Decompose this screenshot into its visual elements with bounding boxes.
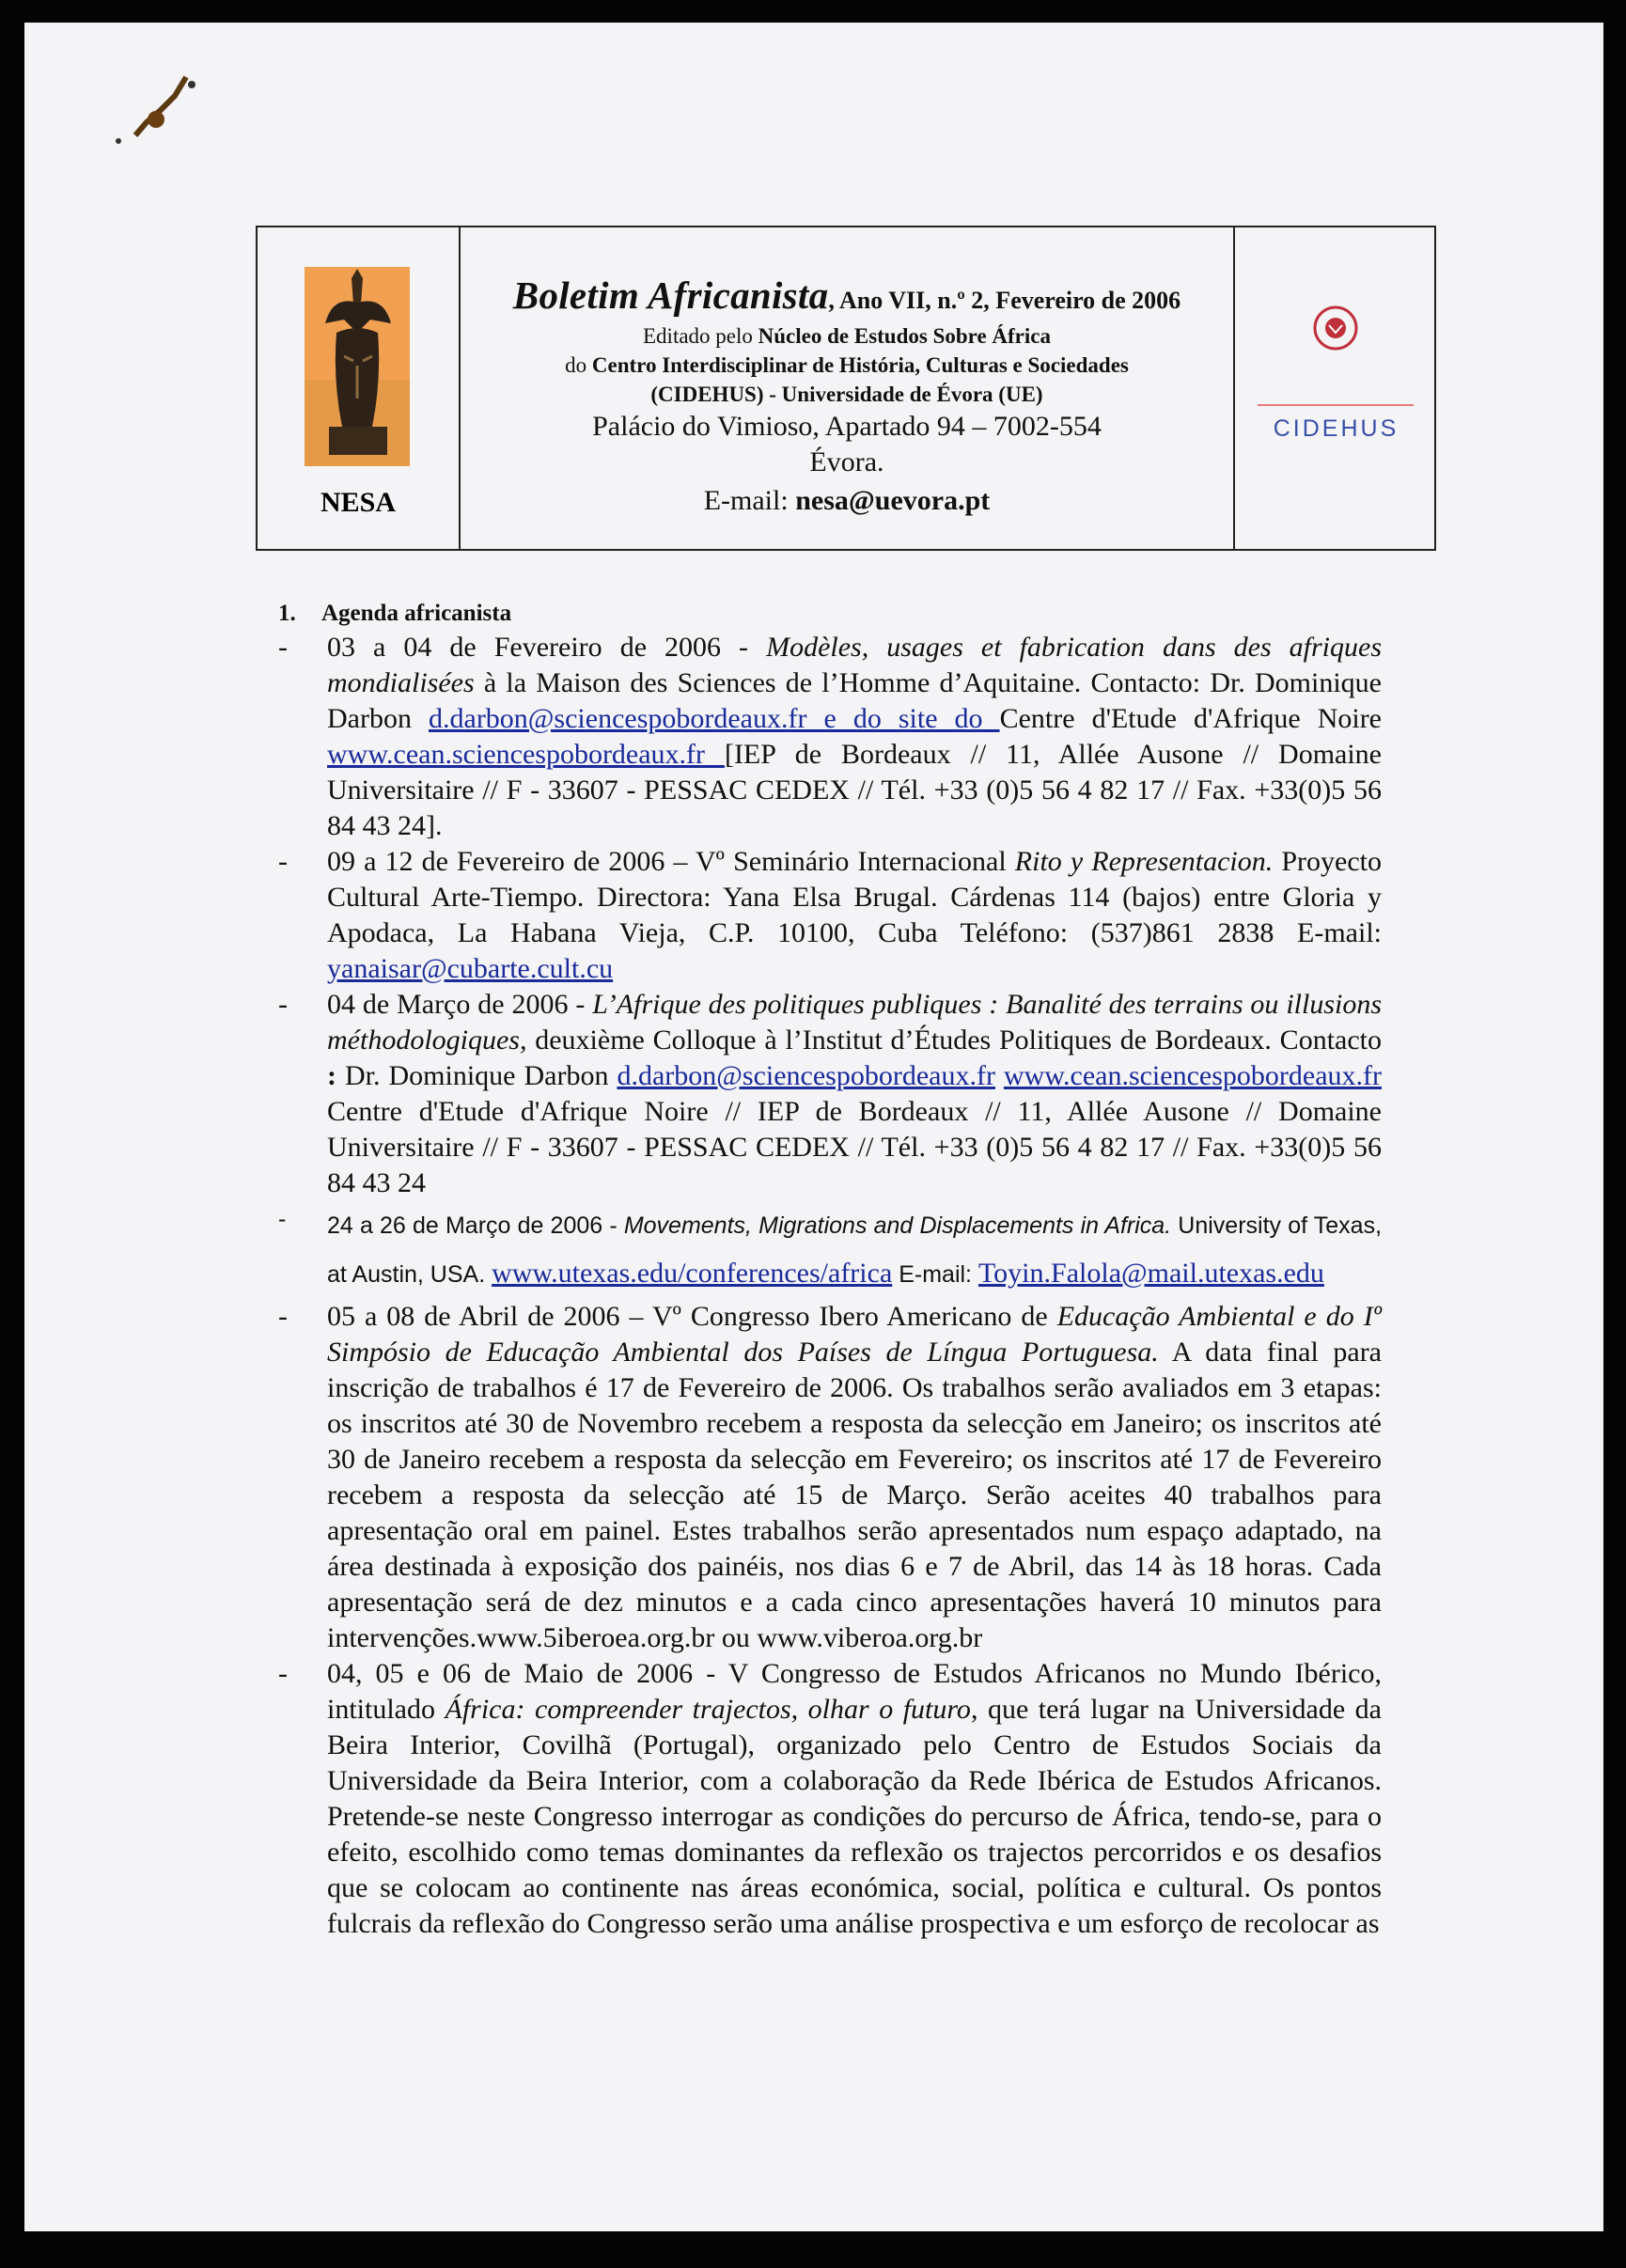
nesa-label: NESA — [320, 487, 397, 518]
agenda-item-2 — [263, 844, 1382, 987]
item-text — [995, 1060, 1004, 1091]
item-date: 03 a 04 de Fevereiro de 2006 - — [327, 632, 767, 663]
bulletin-title — [461, 274, 1233, 321]
website-link[interactable]: www.utexas.edu/conferences/africa — [492, 1258, 893, 1289]
nesa-logo-cell — [258, 227, 461, 549]
agenda-item-4 — [263, 1201, 1382, 1299]
centre-name: Centro Interdisciplinar de História, Culturas e Sociedades — [591, 353, 1129, 377]
item-text: Proyecto Cultural Arte-Tiempo. Directora: Yana Elsa Brugal. Cárdenas 114 (bajos) entre Gloria y Apodaca, La Habana Vieja, C.P. 10100, Cuba Teléfono: (537)861 2838 E-mail: — [327, 846, 1383, 948]
masthead-text — [461, 227, 1233, 549]
item-event-title: Rito y Representacion. — [1014, 846, 1274, 877]
african-mask-icon — [305, 267, 410, 466]
item-date: 05 a 08 de Abril de 2006 – Vº Congresso Ibero Americano de — [327, 1301, 1057, 1332]
address-line-1: Palácio do Vimioso, Apartado 94 – 7002-554 — [592, 411, 1102, 442]
email-line — [461, 480, 1233, 522]
item-date: 04, 05 e 06 de Maio de 2006 - V Congresso de Estudos Africanos no Mundo Ibérico, intitulado — [327, 1658, 1382, 1725]
centre-line — [461, 351, 1233, 380]
item-text: : — [327, 1060, 336, 1091]
email-address: nesa@uevora.pt — [795, 485, 991, 516]
email-link[interactable]: d.darbon@sciencespobordeaux.fr — [429, 703, 807, 734]
item-text: University of Texas, at Austin, USA. — [327, 1212, 1383, 1288]
centre-prefix: do — [565, 353, 592, 377]
cidehus-label: CIDEHUS — [1273, 415, 1399, 442]
email-prefix: E-mail: — [703, 485, 796, 516]
university-seal-icon — [1312, 305, 1359, 352]
bulletin-issue: , Ano VII, n.º 2, Fevereiro de 2006 — [828, 287, 1181, 314]
item-event-title: Modèles, usages et fabrication dans des afriques mondialisées — [327, 632, 1382, 698]
editor-prefix: Editado pelo — [643, 324, 758, 348]
item-text: E-mail: — [892, 1261, 978, 1288]
document-page — [24, 23, 1603, 2231]
editor-line — [461, 321, 1233, 351]
item-dash: - — [278, 1301, 288, 1332]
item-text: [IEP de Bordeaux // 11, Allée Ausone // Domaine Universitaire // F - 33607 - PESSAC CEDEX // Tél. +33 (0)5 56 4 82 17 // Fax. +33(0)5 56 84 43 24]. — [327, 739, 1383, 841]
address-line-2: Évora. — [809, 446, 884, 477]
section-title: Agenda africanista — [321, 601, 512, 626]
email-link[interactable]: yanaisar@cubarte.cult.cu — [327, 953, 614, 984]
agenda-item-6 — [263, 1656, 1382, 1942]
email-link[interactable]: d.darbon@sciencespobordeaux.fr — [617, 1060, 995, 1091]
agenda-item-3 — [263, 987, 1382, 1201]
editor-name: Núcleo de Estudos Sobre África — [758, 324, 1051, 348]
website-link[interactable]: www.cean.sciencespobordeaux.fr — [327, 739, 725, 770]
item-dash: - — [278, 1658, 288, 1689]
email-link[interactable]: Toyin.Falola@mail.utexas.edu — [977, 1258, 1324, 1289]
agenda-content — [263, 598, 1382, 1942]
item-date: 04 de Março de 2006 - — [327, 989, 593, 1020]
masthead — [256, 226, 1436, 551]
item-text: Centre d'Etude d'Afrique Noire — [999, 703, 1382, 734]
item-text: Centre d'Etude d'Afrique Noire // IEP de Bordeaux // 11, Allée Ausone // Domaine Universitaire // F - 33607 - PESSAC CEDEX // Tél. +33 (0)5 56 4 82 17 // Fax. +33(0)5 56 84 43 24 — [327, 1096, 1382, 1198]
site-link-text[interactable]: e do site do — [806, 703, 1000, 734]
item-dash: - — [278, 846, 288, 877]
ink-mark-icon — [81, 68, 212, 180]
university-line: (CIDEHUS) - Universidade de Évora (UE) — [650, 383, 1043, 406]
item-text: Dr. Dominique Darbon — [336, 1060, 618, 1091]
agenda-item-5 — [263, 1299, 1382, 1656]
item-event-title: L’Afrique des politiques publiques : Banalité des terrains ou illusions méthodologiques, — [327, 989, 1383, 1056]
item-event-title: Educação Ambiental e do Iº Simpósio de Educação Ambiental dos Países de Língua Portuguesa. — [327, 1301, 1382, 1368]
item-text: A data final para inscrição de trabalhos é 17 de Fevereiro de 2006. Os trabalhos serão avaliados em 3 etapas: os inscritos até 30 de Novembro recebem a resposta da selecção em Janeiro; os inscritos até 30 de Janeiro recebem a resposta da selecção em Fevereiro; os inscritos até 17 de Fevereiro recebem a resposta da selecção até 15 de Março. Serão aceites 40 trabalhos para apresentação oral em painel. Estes trabalhos serão apresentados num espaço adaptado, na área destinada à exposição dos painéis, nos dias 6 e 7 de Abril, das 14 às 18 horas. Cada apresentação será de dez minutos e a cada cinco apresentações haverá 10 minutos para intervenções.www.5iberoea.org.br ou www.viberoa.org.br — [327, 1337, 1383, 1653]
item-date: 09 a 12 de Fevereiro de 2006 – Vº Seminário Internacional — [327, 846, 1015, 877]
item-event-title: Movements, Migrations and Displacements in Africa. — [623, 1212, 1172, 1239]
item-text: à la Maison des Sciences de l’Homme d’Aquitaine. Contacto: Dr. Dominique Darbon — [327, 667, 1382, 734]
agenda-item-1 — [263, 630, 1382, 844]
section-number: 1. — [278, 601, 296, 626]
item-dash: - — [278, 632, 288, 663]
cidehus-rule — [1258, 404, 1414, 406]
bulletin-name: Boletim Africanista — [512, 274, 829, 317]
website-link[interactable]: www.cean.sciencespobordeaux.fr — [1003, 1060, 1382, 1091]
item-event-title: África: compreender trajectos, olhar o futuro — [445, 1694, 971, 1725]
section-heading — [278, 598, 1382, 630]
item-text: , que terá lugar na Universidade da Beira Interior, Covilhã (Portugal), organizado pelo Centro de Estudos Sociais da Universidade da Beira Interior, com a colaboração da Rede Ibérica de Estudos Africanos. Pretende-se neste Congresso interrogar as condições do percurso de África, tendo-se, para o efeito, escolhido como temas dominantes da reflexão os trajectos percorridos e os desafios que se colocam ao continente nas áreas económica, social, política e cultural. Os pontos fulcrais da reflexão do Congresso serão uma análise prospectiva e um esforço de recolocar as — [327, 1694, 1382, 1939]
cidehus-logo-cell — [1233, 227, 1434, 549]
item-date: 24 a 26 de Março de 2006 - — [327, 1212, 624, 1239]
item-text: deuxième Colloque à l’Institut d’Études Politiques de Bordeaux. Contacto — [526, 1025, 1382, 1056]
item-dash: - — [278, 989, 288, 1020]
item-dash: - — [278, 1206, 287, 1232]
